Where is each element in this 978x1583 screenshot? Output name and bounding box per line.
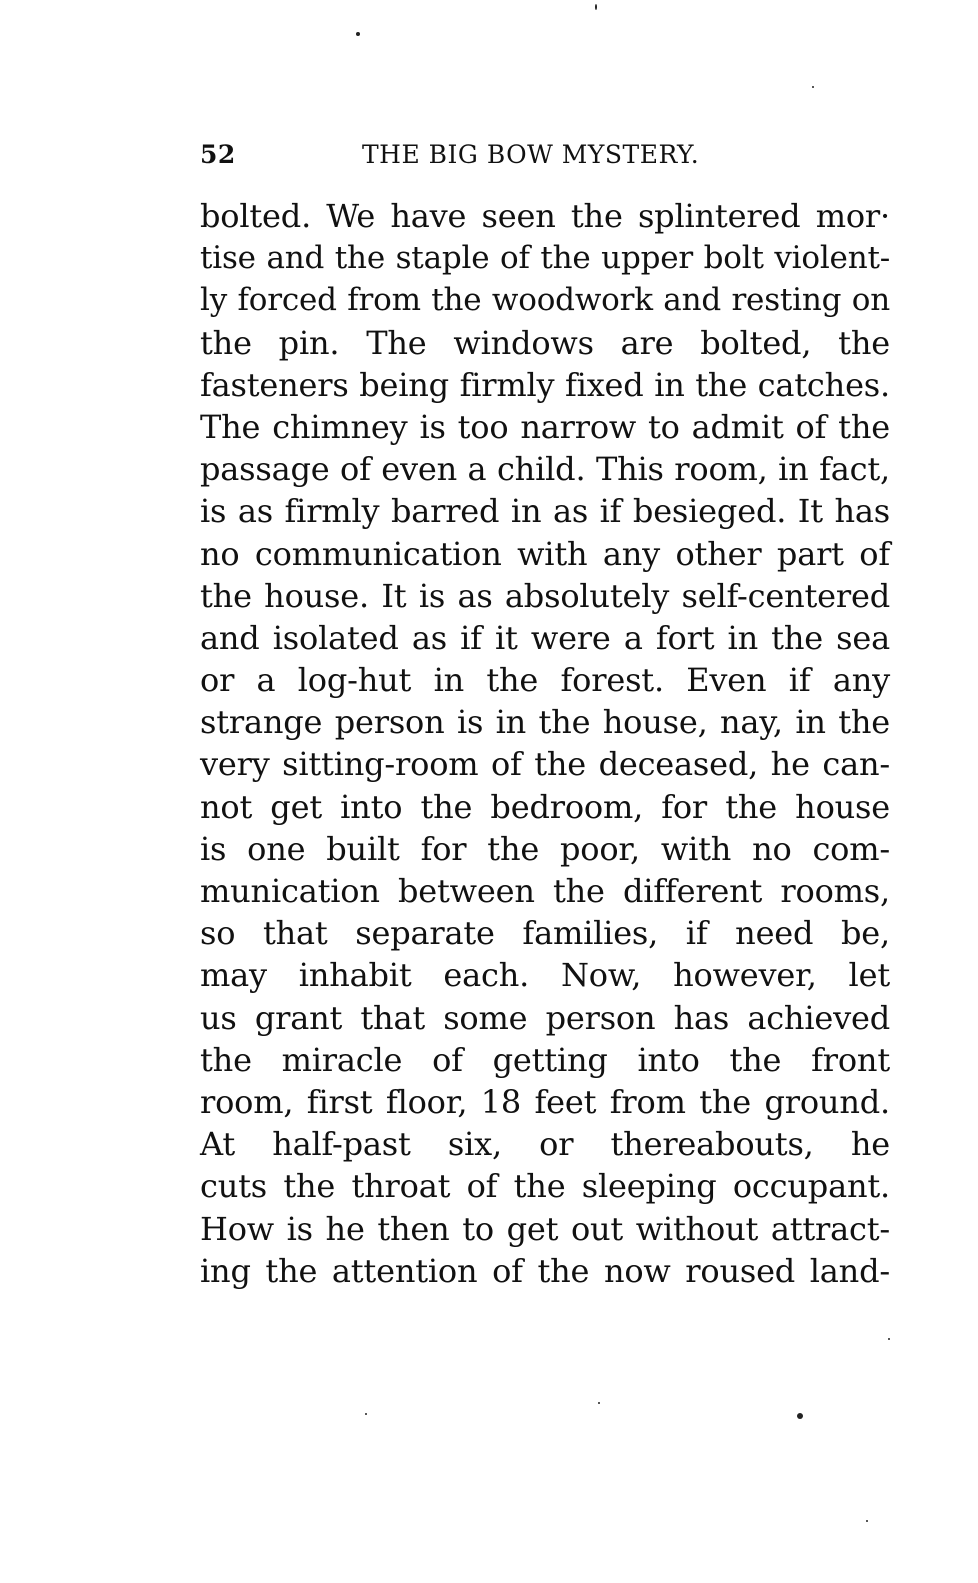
text-line: the miracle of getting into the front bbox=[200, 1040, 890, 1079]
scan-speck bbox=[598, 1402, 600, 1404]
text-line: us grant that some person has achieved bbox=[200, 998, 890, 1037]
text-line: so that separate families, if need be, bbox=[200, 914, 890, 953]
body-text bbox=[200, 195, 890, 1292]
book-title: THE BIG BOW MYSTERY. bbox=[362, 140, 700, 169]
text-line: not get into the bedroom, for the house bbox=[200, 787, 890, 826]
text-line: very sitting-room of the deceased, he can- bbox=[200, 745, 890, 784]
scan-speck bbox=[365, 1413, 367, 1415]
scan-speck bbox=[797, 1413, 803, 1419]
scan-speck bbox=[595, 4, 597, 10]
text-line: room, first floor, 18 feet from the ground. bbox=[200, 1082, 890, 1121]
text-line: is one built for the poor, with no com- bbox=[200, 829, 890, 868]
text-line: the pin. The windows are bolted, the bbox=[200, 323, 890, 362]
scan-speck bbox=[356, 32, 360, 36]
text-line: the house. It is as absolutely self-centered bbox=[200, 576, 890, 615]
text-line: strange person is in the house, nay, in the bbox=[200, 703, 890, 742]
text-line: How is he then to get out without attract- bbox=[200, 1209, 890, 1248]
scan-speck bbox=[812, 86, 814, 88]
text-line: may inhabit each. Now, however, let bbox=[200, 956, 890, 995]
text-line: munication between the different rooms, bbox=[200, 872, 890, 910]
scan-speck bbox=[866, 1520, 868, 1522]
page-number: 52 bbox=[200, 140, 236, 169]
text-line: and isolated as if it were a fort in the sea bbox=[200, 618, 890, 657]
text-line: bolted. We have seen the splintered mor· bbox=[200, 197, 890, 235]
text-line: passage of even a child. This room, in fact, bbox=[200, 450, 890, 489]
text-line: The chimney is too narrow to admit of the bbox=[200, 407, 890, 446]
text-line: ly forced from the woodwork and resting on bbox=[200, 282, 890, 319]
text-line: is as firmly barred in as if besieged. It has bbox=[200, 492, 890, 531]
text-line: At half-past six, or thereabouts, he bbox=[200, 1125, 890, 1164]
text-line: or a log-hut in the forest. Even if any bbox=[200, 661, 890, 700]
text-line: ing the attention of the now roused land- bbox=[200, 1251, 890, 1290]
scan-speck bbox=[888, 1338, 890, 1340]
text-line: tise and the staple of the upper bolt violent- bbox=[200, 240, 890, 277]
text-line: fasteners being firmly fixed in the catches. bbox=[200, 365, 890, 404]
running-head bbox=[200, 140, 890, 170]
text-line: no communication with any other part of bbox=[200, 534, 890, 573]
text-line: cuts the throat of the sleeping occupant. bbox=[200, 1167, 890, 1206]
